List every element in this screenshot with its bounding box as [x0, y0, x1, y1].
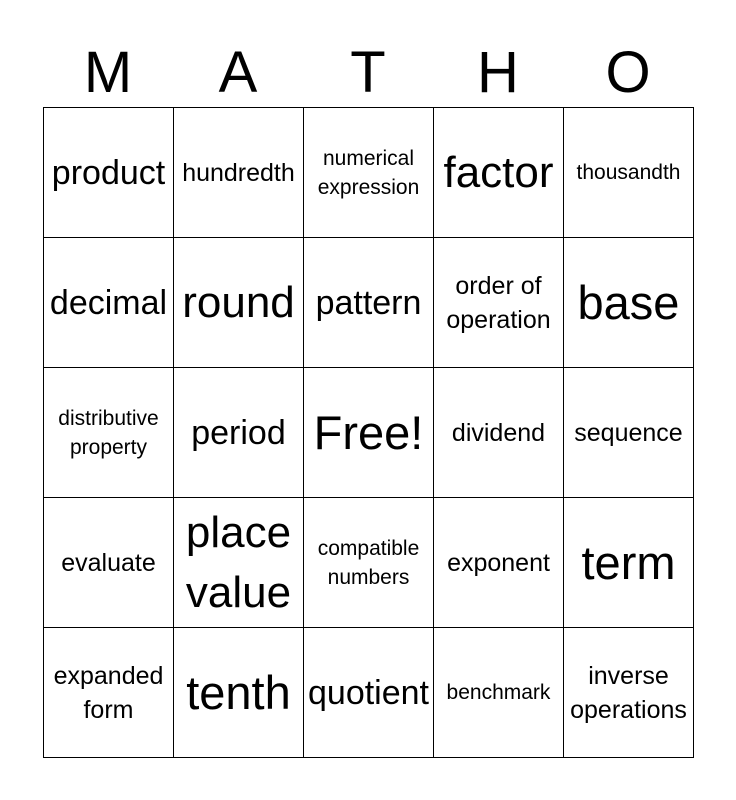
- cell-text: [314, 403, 424, 463]
- cell-text-line: sequence: [574, 418, 683, 447]
- cell-text-line: decimal: [49, 283, 168, 322]
- bingo-cell[interactable]: [174, 238, 304, 368]
- cell-text-line: property: [69, 435, 148, 459]
- bingo-cell[interactable]: [44, 368, 174, 498]
- cell-text-line: hundredth: [182, 158, 295, 187]
- cell-text-line: expanded: [53, 661, 164, 690]
- cell-text-line: round: [182, 277, 295, 327]
- header-letter-m: M: [83, 40, 133, 105]
- cell-text: [186, 503, 291, 623]
- cell-text: [570, 659, 687, 727]
- bingo-cell[interactable]: [174, 498, 304, 628]
- cell-text: [447, 546, 550, 580]
- cell-text-line: expression: [317, 175, 420, 199]
- bingo-cell[interactable]: [304, 628, 434, 758]
- cell-text: [452, 416, 545, 450]
- bingo-cell[interactable]: [434, 628, 564, 758]
- cell-text-line: pattern: [315, 283, 422, 322]
- bingo-cell[interactable]: [174, 108, 304, 238]
- cell-text-line: exponent: [447, 548, 550, 577]
- bingo-cell[interactable]: [434, 238, 564, 368]
- bingo-cell[interactable]: [564, 368, 694, 498]
- bingo-cell[interactable]: [174, 628, 304, 758]
- cell-text-line: place: [185, 507, 292, 557]
- bingo-cell[interactable]: [44, 498, 174, 628]
- cell-text-line: benchmark: [446, 681, 551, 704]
- cell-text: [316, 283, 422, 323]
- cell-text: [582, 533, 676, 593]
- header-letter-a: A: [218, 40, 258, 105]
- bingo-cell[interactable]: [434, 498, 564, 628]
- cell-text: [574, 416, 682, 450]
- cell-text-line: thousandth: [576, 161, 681, 184]
- cell-text: [446, 269, 550, 337]
- cell-text-line: dividend: [451, 418, 546, 447]
- cell-text-line: tenth: [186, 665, 291, 719]
- bingo-cell[interactable]: [304, 108, 434, 238]
- cell-text-line: form: [83, 695, 134, 724]
- bingo-cell[interactable]: [44, 238, 174, 368]
- cell-text: [318, 534, 420, 592]
- cell-text: [186, 663, 291, 723]
- bingo-cell[interactable]: [304, 498, 434, 628]
- bingo-cell[interactable]: [304, 368, 434, 498]
- cell-text: [52, 153, 165, 193]
- bingo-cell[interactable]: [564, 108, 694, 238]
- cell-text-line: distributive: [58, 406, 159, 430]
- cell-text-line: compatible: [317, 536, 420, 560]
- cell-text: [61, 546, 156, 580]
- cell-text-line: term: [581, 535, 676, 589]
- bingo-cell[interactable]: [44, 628, 174, 758]
- bingo-cell[interactable]: [564, 238, 694, 368]
- cell-text: [578, 273, 680, 333]
- cell-text: [308, 673, 429, 713]
- cell-text-line: evaluate: [61, 548, 156, 577]
- cell-text-line: factor: [443, 147, 554, 197]
- cell-text-line: Free!: [313, 405, 424, 459]
- cell-text: [182, 273, 295, 333]
- cell-text-line: value: [185, 567, 292, 617]
- cell-text-line: period: [191, 413, 286, 452]
- bingo-cell[interactable]: [44, 108, 174, 238]
- cell-text-line: order of: [455, 271, 542, 300]
- bingo-cell[interactable]: [434, 368, 564, 498]
- cell-text: [447, 678, 551, 707]
- header-letter-o: O: [605, 40, 651, 105]
- bingo-cell[interactable]: [304, 238, 434, 368]
- cell-text: [318, 144, 420, 202]
- bingo-cell[interactable]: [564, 498, 694, 628]
- cell-text-line: inverse: [588, 661, 669, 690]
- cell-text: [443, 143, 553, 203]
- cell-text-line: base: [577, 275, 680, 329]
- cell-text-line: operation: [446, 305, 551, 334]
- bingo-cell[interactable]: [564, 628, 694, 758]
- column-header: [43, 40, 693, 106]
- cell-text: [58, 404, 158, 462]
- cell-text-line: quotient: [308, 673, 429, 712]
- cell-text-line: operations: [570, 695, 687, 724]
- cell-text: [54, 659, 164, 727]
- cell-text-line: product: [51, 153, 166, 192]
- cell-text: [182, 156, 295, 190]
- bingo-board: [43, 107, 694, 758]
- bingo-cell[interactable]: [434, 108, 564, 238]
- cell-text: [50, 283, 167, 323]
- cell-text-line: numerical: [322, 146, 415, 170]
- cell-text: [191, 413, 286, 453]
- bingo-cell[interactable]: [174, 368, 304, 498]
- header-letter-h: H: [477, 40, 519, 105]
- header-letter-t: T: [350, 40, 386, 105]
- cell-text: [577, 158, 681, 187]
- cell-text-line: numbers: [327, 565, 410, 589]
